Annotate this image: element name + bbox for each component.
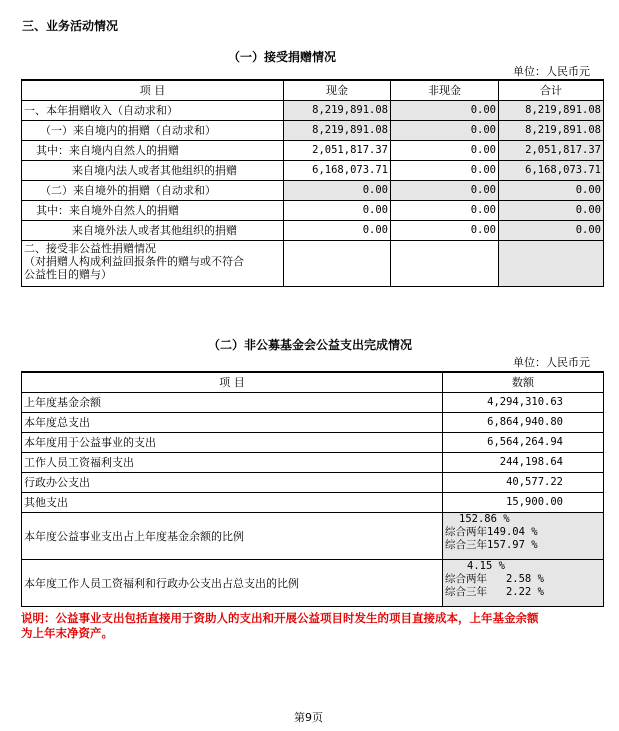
total-value: 2,051,817.37 xyxy=(499,141,604,161)
noncash-value xyxy=(391,241,499,287)
noncash-value: 0.00 xyxy=(391,161,499,181)
cash-value: 0.00 xyxy=(284,221,391,241)
amount-value: 6,564,264.94 xyxy=(443,433,604,453)
total-value: 0.00 xyxy=(499,181,604,201)
noncash-value: 0.00 xyxy=(391,181,499,201)
table2-unit: 单位：人民币元 xyxy=(513,356,590,369)
row-label: （一）来自境内的捐赠（自动求和） xyxy=(22,121,284,141)
row-label: 本年度工作人员工资福利和行政办公支出占总支出的比例 xyxy=(22,560,443,607)
ratio-two-years: 综合两年 2.58 % xyxy=(445,573,544,585)
row-label: 本年度用于公益事业的支出 xyxy=(22,433,443,453)
row-label: 上年度基金余额 xyxy=(22,393,443,413)
header-noncash: 非现金 xyxy=(391,80,499,101)
total-value: 0.00 xyxy=(499,201,604,221)
table1-unit: 单位：人民币元 xyxy=(513,65,590,78)
table-header-row xyxy=(22,80,604,101)
noncash-value: 0.00 xyxy=(391,121,499,141)
total-value: 8,219,891.08 xyxy=(499,121,604,141)
row-label: 本年度总支出 xyxy=(22,413,443,433)
table-header-row xyxy=(22,372,604,393)
total-value xyxy=(499,241,604,287)
donation-table xyxy=(21,79,604,287)
cash-value: 0.00 xyxy=(284,201,391,221)
ratio-cell xyxy=(443,560,604,607)
table-row xyxy=(22,201,604,221)
noncash-value: 0.00 xyxy=(391,101,499,121)
table-row xyxy=(22,433,604,453)
table-row xyxy=(22,101,604,121)
total-value: 6,168,073.71 xyxy=(499,161,604,181)
note-line-2: 为上年末净资产。 xyxy=(21,626,113,640)
noncash-value: 0.00 xyxy=(391,141,499,161)
section-title: 三、业务活动情况 xyxy=(22,19,119,33)
amount-value: 244,198.64 xyxy=(443,453,604,473)
table-row xyxy=(22,493,604,513)
cash-value: 8,219,891.08 xyxy=(284,101,391,121)
ratio-two-years: 综合两年149.04 % xyxy=(445,526,538,538)
row-label: 工作人员工资福利支出 xyxy=(22,453,443,473)
table-row xyxy=(22,473,604,493)
table-row xyxy=(22,393,604,413)
header-item: 项 目 xyxy=(22,372,443,393)
table-row xyxy=(22,413,604,433)
row-label: 其中：来自境内自然人的捐赠 xyxy=(22,141,284,161)
noncash-value: 0.00 xyxy=(391,221,499,241)
cash-value: 8,219,891.08 xyxy=(284,121,391,141)
table1-title: （一）接受捐赠情况 xyxy=(228,50,337,64)
total-value: 8,219,891.08 xyxy=(499,101,604,121)
row-label: 来自境外法人或者其他组织的捐赠 xyxy=(22,221,284,241)
nonpublic-line3: 公益性目的赠与） xyxy=(24,268,112,281)
noncash-value: 0.00 xyxy=(391,201,499,221)
row-label: （二）来自境外的捐赠（自动求和） xyxy=(22,181,284,201)
row-label: 其中：来自境外自然人的捐赠 xyxy=(22,201,284,221)
table-row xyxy=(22,161,604,181)
amount-value: 6,864,940.80 xyxy=(443,413,604,433)
nonpublic-line1: 二、接受非公益性捐赠情况 xyxy=(24,242,156,255)
cash-value xyxy=(284,241,391,287)
table-row xyxy=(22,221,604,241)
amount-value: 40,577.22 xyxy=(443,473,604,493)
header-total: 合计 xyxy=(499,80,604,101)
row-label: 来自境内法人或者其他组织的捐赠 xyxy=(22,161,284,181)
header-cash: 现金 xyxy=(284,80,391,101)
ratio-current: 152.86 % xyxy=(459,513,510,525)
expenditure-table xyxy=(21,371,604,607)
table-row-ratio xyxy=(22,513,604,560)
page-number: 第9页 xyxy=(294,711,323,724)
amount-value: 4,294,310.63 xyxy=(443,393,604,413)
row-label: 一、本年捐赠收入（自动求和） xyxy=(22,101,284,121)
cash-value: 6,168,073.71 xyxy=(284,161,391,181)
note-line-1: 说明：公益事业支出包括直接用于资助人的支出和开展公益项目时发生的项目直接成本，上年基金余额 xyxy=(21,611,539,625)
ratio-three-years: 综合三年 2.22 % xyxy=(445,586,544,598)
amount-value: 15,900.00 xyxy=(443,493,604,513)
ratio-cell xyxy=(443,513,604,560)
table-row xyxy=(22,181,604,201)
row-label: 其他支出 xyxy=(22,493,443,513)
cash-value: 0.00 xyxy=(284,181,391,201)
table-row-ratio xyxy=(22,560,604,607)
header-item: 项 目 xyxy=(22,80,284,101)
table2-title: （二）非公募基金会公益支出完成情况 xyxy=(208,338,413,352)
table-row xyxy=(22,141,604,161)
table-row-nonpublic xyxy=(22,241,604,287)
total-value: 0.00 xyxy=(499,221,604,241)
row-label: 本年度公益事业支出占上年度基金余额的比例 xyxy=(22,513,443,560)
ratio-three-years: 综合三年157.97 % xyxy=(445,539,538,551)
ratio-current: 4.15 % xyxy=(467,560,505,572)
header-amount: 数额 xyxy=(443,372,604,393)
table-row xyxy=(22,121,604,141)
cash-value: 2,051,817.37 xyxy=(284,141,391,161)
row-label: 行政办公支出 xyxy=(22,473,443,493)
row-label xyxy=(22,241,284,287)
nonpublic-line2: （对捐赠人构成利益回报条件的赠与或不符合 xyxy=(24,255,244,268)
table-row xyxy=(22,453,604,473)
